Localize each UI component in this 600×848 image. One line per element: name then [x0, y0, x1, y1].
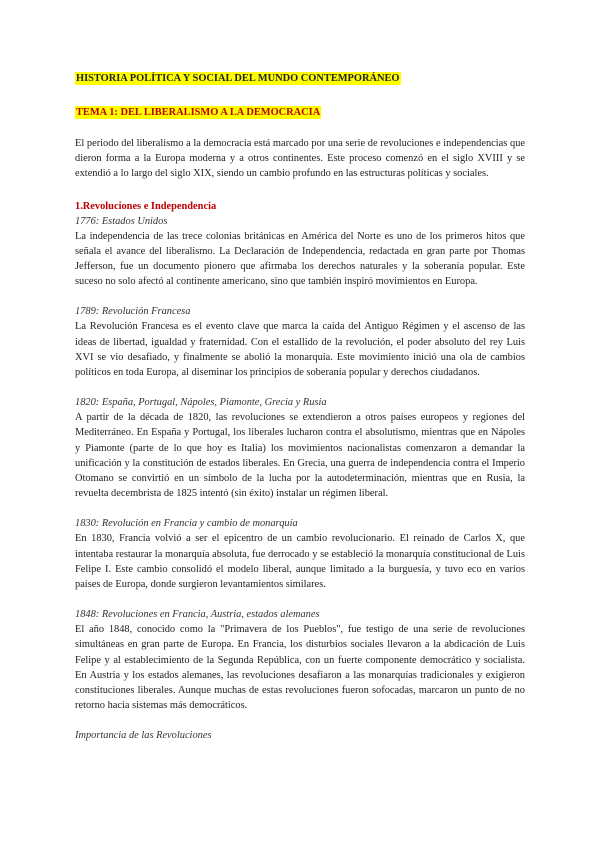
entry-1776	[75, 214, 525, 290]
entry-1789	[75, 304, 525, 380]
entry-text: El año 1848, conocido como la "Primavera de los Pueblos", fue testigo de una serie de revoluciones simultáneas en gran parte de Europa. En Francia, los disturbios sociales llevaron a la abdicación de Luis Felipe y al establecimiento de la Segunda República, con un fuerte componente democrático y socialista. En Austria y los estados alemanes, las revoluciones desafiaron a las monarquías tradicionales y exigieron constituciones liberales. Aunque muchas de estas revoluciones fueron sofocadas, marcaron un punto de no retorno hacia sistemas más democráticos.	[75, 624, 525, 712]
entry-subtitle: 1789: Revolución Francesa	[75, 306, 191, 318]
document-body	[75, 68, 525, 743]
entry-subtitle: 1820: España, Portugal, Nápoles, Piamonte, Grecia y Rusia	[75, 397, 327, 409]
entry-subtitle: 1848: Revoluciones en Francia, Austria, estados alemanes	[75, 609, 320, 621]
intro-paragraph: El periodo del liberalismo a la democracia está marcado por una serie de revoluciones e independencias que dieron forma a la Europa moderna y a otros continentes. Este proceso comenzó en el siglo XVIII y se extendió a lo largo del siglo XIX, siendo un cambio profundo en las estructuras políticas y sociales.	[75, 138, 525, 180]
entry-subtitle: 1776: Estados Unidos	[75, 215, 168, 227]
entry-text: La independencia de las trece colonias británicas en América del Norte es uno de los primeros hitos que señala el avance del liberalismo. La Declaración de Independencia, redactada en gran parte por Thomas Jefferson, fue un documento pionero que afirmaba los derechos naturales y la soberanía popular. Este suceso no solo afectó al continente americano, sino que también inspiró movimientos en Europa.	[75, 230, 525, 288]
entry-1820	[75, 395, 525, 501]
entry-1848	[75, 607, 525, 713]
entry-text: La Revolución Francesa es el evento clave que marca la caída del Antiguo Régimen y el ascenso de las ideas de libertad, igualdad y fraternidad. Con el estallido de la revolución, el poder absoluto del rey Luis XVI se vio desafiado, y finalmente se abolió la monarquía. Este movimiento inició una ola de cambios políticos en toda Europa, al diseminar los principios de soberanía popular y derechos ciudadanos.	[75, 321, 525, 379]
entry-1830	[75, 516, 525, 592]
course-title: HISTORIA POLÍTICA Y SOCIAL DEL MUNDO CONTEMPORÁNEO	[76, 73, 400, 84]
topic-title: TEMA 1: DEL LIBERALISMO A LA DEMOCRACIA	[76, 107, 321, 118]
closing-subtitle: Importancia de las Revoluciones	[75, 730, 212, 742]
section-heading: 1.Revoluciones e Independencia	[75, 200, 217, 212]
entry-text: A partir de la década de 1820, las revoluciones se extendieron a otros países europeos y regiones del Mediterráneo. En España y Portugal, los liberales lucharon contra el absolutismo, mientras que en Nápoles y Piamonte (parte de lo que hoy es Italia) los movimientos nacionalistas comenzaron a demandar la unificación y la constitución de estados liberales. En Grecia, una guerra de independencia contra el Imperio Otomano se convirtió en un símbolo de la lucha por la autodeterminación, mientras que en Rusia, la revuelta decembrista de 1825 intentó (sin éxito) instalar un régimen liberal.	[75, 412, 525, 500]
entry-text: En 1830, Francia volvió a ser el epicentro de un cambio revolucionario. El reinado de Carlos X, que intentaba restaurar la monarquía absoluta, fue derrocado y se estableció la monarquía constitucional de Luis Felipe I. Este cambio consolidó el modelo liberal, aunque limitado a la burguesía, y tuvo eco en varios países de Europa, donde surgieron levantamientos similares.	[75, 533, 525, 591]
entry-subtitle: 1830: Revolución en Francia y cambio de monarquía	[75, 518, 298, 530]
